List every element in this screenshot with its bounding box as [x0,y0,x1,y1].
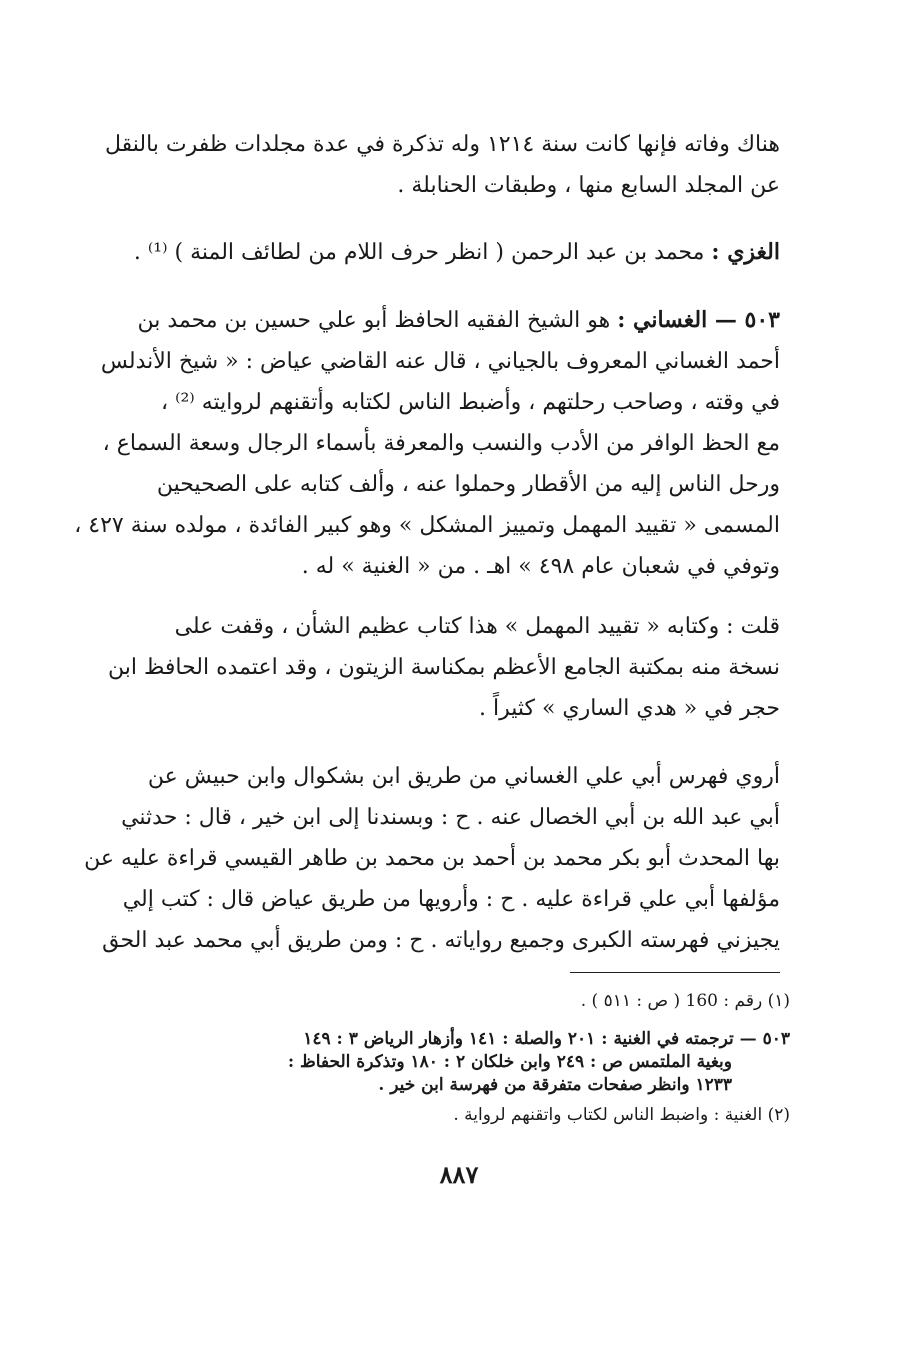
footnote-1 [100,990,790,1013]
text-line [100,300,780,341]
footnote-line: ١٢٣٣ وانظر صفحات متفرقة من فهرسة ابن خير . [378,1075,732,1095]
text-line [100,232,780,273]
intro-paragraph [100,124,780,206]
entry-503 [74,300,780,587]
text-line: أبي عبد الله بن أبي الخصال عنه . ح : وبسندنا إلى ابن خير ، قال : حدثني [121,805,780,830]
text-line: هناك وفاته فإنها كانت سنة ١٢١٤ وله تذكرة في عدة مجلدات ظفرت بالنقل [104,132,780,157]
entry-term: الغزي : [711,239,780,265]
text-line: ورحل الناس إليه من الأقطار وحملوا عنه ، وألف كتابه على الصحيحين [156,472,780,497]
ghazzi-entry [100,232,780,273]
footnote-2 [100,1104,790,1127]
text-line: أحمد الغساني المعروف بالجياني ، قال عنه القاضي عياض : « شيخ الأندلس [100,349,780,374]
text-line: أروي فهرس أبي علي الغساني من طريق ابن بشكوال وابن حبيش عن [147,764,780,789]
text-line: في وقته ، وصاحب رحلتهم ، وأضبط الناس لكتابه وأتقنهم لروايته ⁽²⁾ ، [160,390,780,415]
text-line: وتوفي في شعبان عام ٤٩٨ » اهـ . من « الغنية » له . [301,554,780,579]
entry-text: محمد بن عبد الرحمن ( انظر حرف اللام من لطائف المنة ) ⁽¹⁾ . [133,240,705,265]
text-line: مؤلفها أبي علي قراءة عليه . ح : وأرويها من طريق عياض قال : كتب إلي [122,887,780,912]
text-line: قلت : وكتابه « تقييد المهمل » هذا كتاب عظيم الشأن ، وقفت على [174,614,780,639]
text-line: حجر في « هدي الساري » كثيراً . [478,696,780,721]
text-line: المسمى « تقييد المهمل وتمييز المشكل » وهو كبير الفائدة ، مولده سنة ٤٢٧ ، [74,513,780,538]
entry-text: هو الشيخ الفقيه الحافظ أبو علي حسين بن محمد بن [137,308,611,333]
footnote-503 [100,1028,790,1097]
page-number: ٨٨٧ [439,1160,479,1189]
text-line: عن المجلد السابع منها ، وطبقات الحنابلة . [397,173,780,198]
footnote-line: ٥٠٣ — ترجمته في الغنية : ٢٠١ والصلة : ١٤١ وأزهار الرياض ٣ : ١٤٩ [303,1029,790,1049]
text-line: مع الحظ الوافر من الأدب والنسب والمعرفة بأسماء الرجال وسعة السماع ، [102,431,780,456]
footnote-line: (٢) الغنية : واضبط الناس لكتاب واتقنهم لرواية . [453,1105,790,1125]
qultu-paragraph [100,606,780,729]
footnote-line: (١) رقم : 160 ( ص : ٥١١ ) . [580,991,790,1011]
footnote-separator [570,972,780,973]
footnote-line: وبغية الملتمس ص : ٢٤٩ وابن خلكان ٢ : ١٨٠ وتذكرة الحفاظ : [287,1052,732,1072]
text-line: نسخة منه بمكتبة الجامع الأعظم بمكناسة الزيتون ، وقد اعتمده الحافظ ابن [108,655,780,680]
entry-heading: ٥٠٣ — الغساني : [617,307,780,333]
text-line: يجيزني فهرسته الكبرى وجميع رواياته . ح : ومن طريق أبي محمد عبد الحق [102,928,780,953]
riwaya-paragraph [84,756,780,961]
text-line: بها المحدث أبو بكر محمد بن أحمد بن محمد بن طاهر القيسي قراءة عليه عن [84,846,780,871]
